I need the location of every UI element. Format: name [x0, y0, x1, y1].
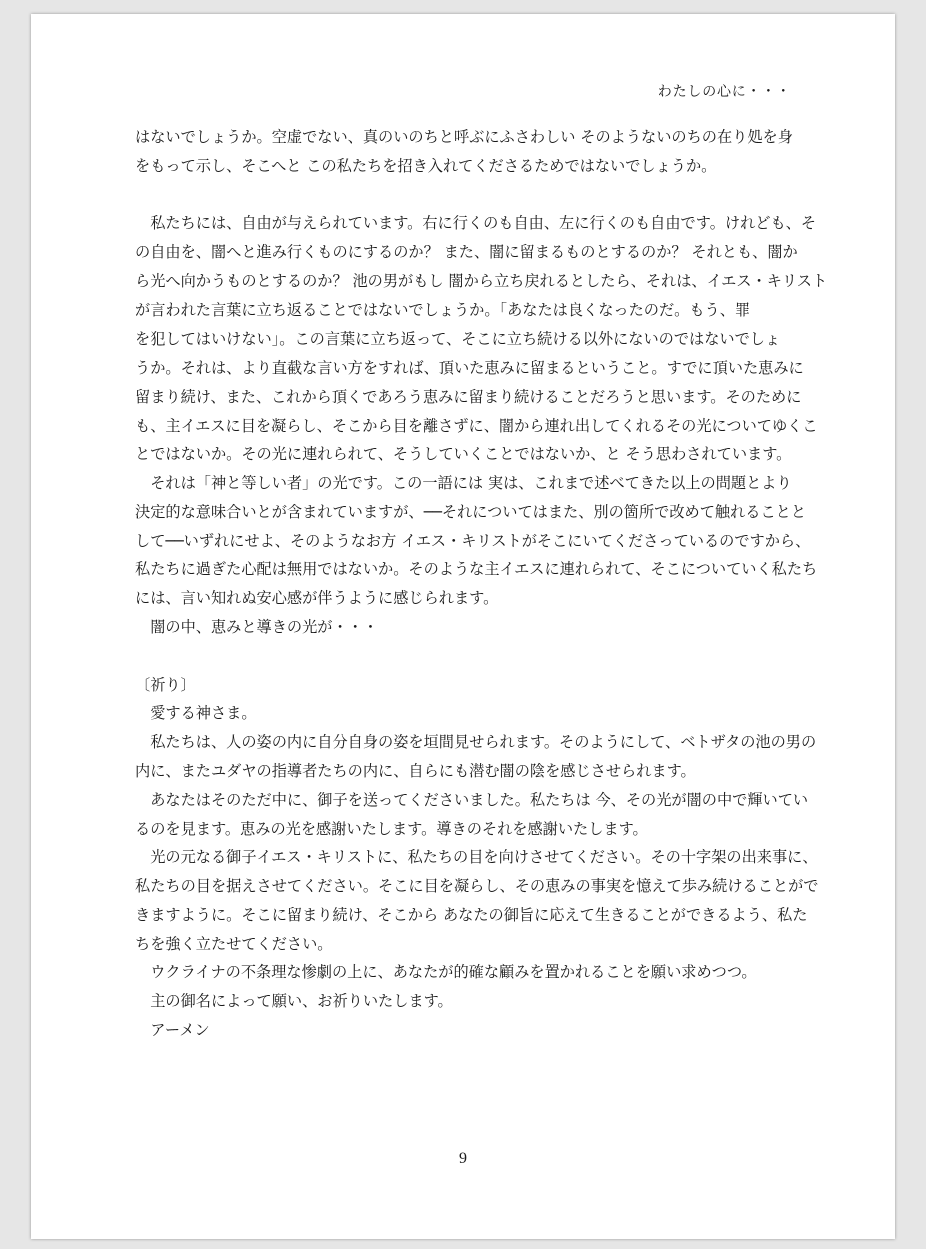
text-line: も、主イエスに目を凝らし、そこから目を離さずに、闇から連れ出してくれるその光についてゆくこ [135, 417, 818, 435]
text-line: きますように。そこに留まり続け、そこから あなたの御旨に応えて生きることができるよう、私た [135, 906, 808, 924]
text-line: 愛する神さま。 [135, 704, 257, 722]
running-header: わたしの心に・・・ [657, 84, 791, 100]
text-line: 留まり続け、また、これから頂くであろう恵みに留まり続けることだろうと思います。そのために [135, 388, 802, 406]
text-line: 私たちに過ぎた心配は無用ではないか。そのような主イエスに連れられて、そこについていく私たち [135, 560, 818, 578]
text-line: して──いずれにせよ、そのようなお方 イエス・キリストがそこにいてくださっているのですから、 [135, 532, 811, 550]
text-line: 主の御名によって願い、お祈りいたします。 [135, 992, 453, 1010]
text-line: 闇の中、恵みと導きの光が・・・ [135, 618, 378, 636]
text-line: には、言い知れぬ安心感が伴うように感じられます。 [135, 589, 499, 607]
text-line: アーメン [135, 1021, 210, 1039]
text-line: 決定的な意味合いとが含まれていますが、──それについてはまた、別の箇所で改めて触れることと [135, 503, 807, 521]
text-line: を犯してはいけない」。この言葉に立ち返って、そこに立ち続ける以外にないのではないでしょ [135, 330, 781, 348]
text-line: 光の元なる御子イエス・キリストに、私たちの目を向けさせてください。その十字架の出来事に、 [135, 848, 818, 866]
text-line: をもって示し、そこへと この私たちを招き入れてくださるためではないでしょうか。 [135, 157, 717, 175]
page-number: 9 [459, 1150, 467, 1167]
text-line: とではないか。その光に連れられて、そうしていくことではないか、と そう思わされています。 [135, 445, 792, 463]
text-line: 私たちには、自由が与えられています。右に行くのも自由、左に行くのも自由です。けれども、そ [135, 214, 817, 232]
text-line: ら光へ向かうものとするのか？ 池の男がもし 闇から立ち戻れるとしたら、それは、イエス・キリスト [135, 272, 828, 290]
text-line: が言われた言葉に立ち返ることではないでしょうか。「あなたは良くなったのだ。もう、罪 [135, 301, 751, 319]
text-line: ちを強く立たせてください。 [135, 935, 333, 953]
text-line: あなたはそのただ中に、御子を送ってくださいました。私たちは 今、その光が闇の中で輝いてい [135, 791, 809, 809]
text-line: ウクライナの不条理な惨劇の上に、あなたが的確な顧みを置かれることを願い求めつつ。 [135, 963, 757, 981]
text-line: はないでしょうか。空虚でない、真のいのちと呼ぶにふさわしい そのようないのちの在り処を身 [135, 128, 793, 146]
text-line: 私たちの目を据えさせてください。そこに目を凝らし、その恵みの事実を憶えて歩み続けることがで [135, 877, 819, 895]
text-line: るのを見ます。恵みの光を感謝いたします。導きのそれを感謝いたします。 [135, 820, 648, 838]
text-line: 〔祈り〕 [135, 676, 196, 694]
document-page [31, 14, 895, 1239]
text-line: の自由を、闇へと進み行くものにするのか？ また、闇に留まるものとするのか？ それとも、闇か [135, 243, 798, 261]
text-line: それは「神と等しい者」の光です。この一語には 実は、これまで述べてきた以上の問題とより [135, 474, 792, 492]
text-line: 内に、またユダヤの指導者たちの内に、自らにも潜む闇の陰を感じさせられます。 [135, 762, 696, 780]
text-line: うか。それは、より直截な言い方をすれば、頂いた恵みに留まるということ。すでに頂いた恵みに [135, 359, 804, 377]
text-line: 私たちは、人の姿の内に自分自身の姿を垣間見せられます。そのようにして、ベトザタの池の男の [135, 733, 817, 751]
